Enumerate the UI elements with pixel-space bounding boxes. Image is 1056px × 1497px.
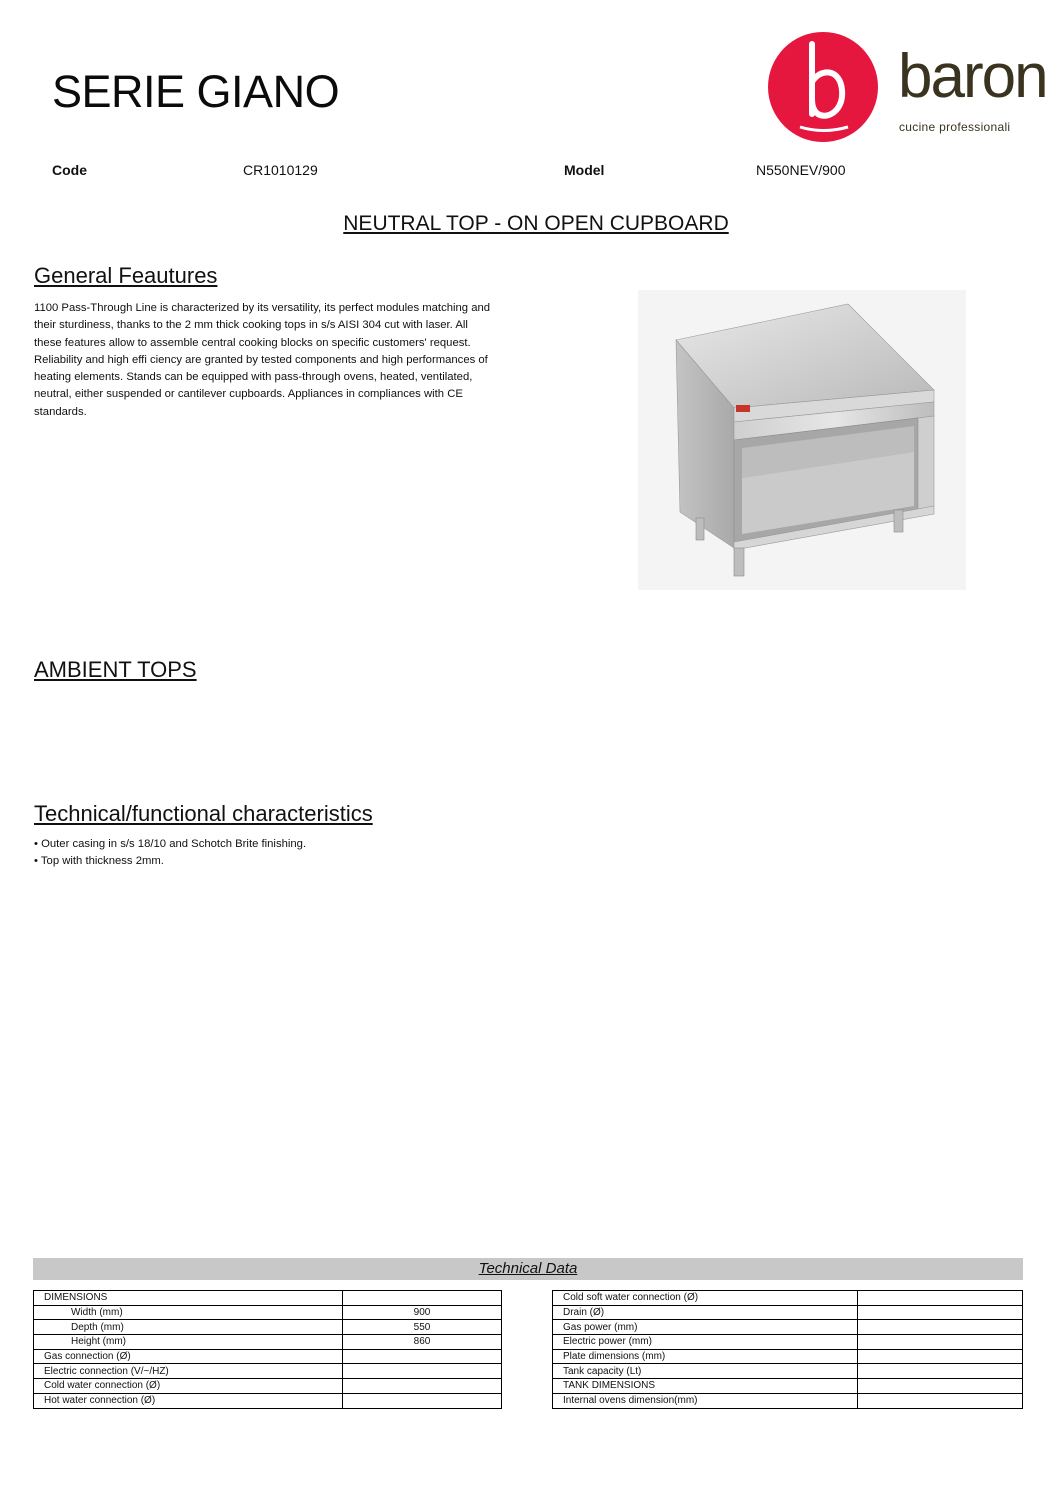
- code-value: CR1010129: [243, 162, 318, 178]
- table-row: [553, 1349, 1023, 1364]
- table-row: [553, 1379, 1023, 1394]
- spec-value: [343, 1364, 502, 1379]
- product-image: [638, 290, 966, 590]
- table-row: [34, 1291, 502, 1306]
- model-label: Model: [564, 162, 605, 178]
- spec-label: Hot water connection (Ø): [34, 1393, 343, 1408]
- description-line: 1100 Pass-Through Line is characterized by its versatility, its perfect modules matching and: [34, 302, 491, 314]
- spec-value: 900: [343, 1305, 502, 1320]
- technical-data-bar: [33, 1258, 1023, 1280]
- table-row: [34, 1364, 502, 1379]
- spec-label: Electric connection (V/~/HZ): [34, 1364, 343, 1379]
- table-row: [34, 1335, 502, 1350]
- general-features-description: [34, 300, 514, 421]
- spec-value: 550: [343, 1320, 502, 1335]
- spec-label: Depth (mm): [34, 1320, 343, 1335]
- spec-value: [858, 1291, 1023, 1306]
- spec-label: Width (mm): [34, 1305, 343, 1320]
- brand-name: baron: [898, 42, 1047, 111]
- spec-value: [858, 1364, 1023, 1379]
- spec-value: [858, 1393, 1023, 1408]
- spec-value: [858, 1305, 1023, 1320]
- general-features-heading: General Feautures: [34, 263, 218, 288]
- description-line: Reliability and high effi ciency are granted by tested components and high performances of: [34, 353, 488, 366]
- technical-features-list: [34, 836, 306, 871]
- spec-label: DIMENSIONS: [34, 1291, 343, 1306]
- spec-value: [343, 1349, 502, 1364]
- list-item: • Outer casing in s/s 18/10 and Schotch Brite finishing.: [34, 838, 307, 850]
- table-row: [34, 1379, 502, 1394]
- table-row: [34, 1349, 502, 1364]
- table-row: [553, 1305, 1023, 1320]
- table-row: [553, 1393, 1023, 1408]
- spec-label: Gas connection (Ø): [34, 1349, 343, 1364]
- spec-value: 860: [343, 1335, 502, 1350]
- spec-value: [343, 1393, 502, 1408]
- technical-heading: Technical/functional characteristics: [34, 801, 373, 826]
- table-row: [553, 1320, 1023, 1335]
- spec-label: TANK DIMENSIONS: [553, 1379, 858, 1394]
- table-row: [553, 1364, 1023, 1379]
- spec-label: Internal ovens dimension(mm): [553, 1393, 858, 1408]
- brand-logo: [768, 32, 1047, 147]
- description-line: heating elements. Stands can be equipped with pass-through ovens, heated, ventilated,: [34, 371, 473, 384]
- spec-label: Cold soft water connection (Ø): [553, 1291, 858, 1306]
- spec-label: Gas power (mm): [553, 1320, 858, 1335]
- spec-value: [858, 1379, 1023, 1394]
- spec-value: [858, 1349, 1023, 1364]
- model-value: N550NEV/900: [756, 162, 846, 178]
- spec-label: Plate dimensions (mm): [553, 1349, 858, 1364]
- technical-data-title: Technical Data: [478, 1260, 578, 1277]
- spec-value: [343, 1291, 502, 1306]
- spec-label: Tank capacity (Lt): [553, 1364, 858, 1379]
- description-line: neutral, either suspended or cantilever cupboards. Appliances in compliances with CE: [34, 388, 463, 401]
- table-row: [34, 1320, 502, 1335]
- table-row: [34, 1305, 502, 1320]
- logo-circle: [768, 32, 878, 142]
- spec-label: Height (mm): [34, 1335, 343, 1350]
- spec-value: [858, 1335, 1023, 1350]
- category-heading: AMBIENT TOPS: [34, 657, 197, 682]
- cupboard-illustration-icon: [638, 290, 966, 590]
- product-title: NEUTRAL TOP - ON OPEN CUPBOARD: [343, 212, 729, 235]
- code-label: Code: [52, 162, 87, 178]
- table-row: [34, 1393, 502, 1408]
- description-line: these features allow to assemble central cooking blocks on specific customers' request.: [34, 336, 471, 349]
- spec-table-left: [33, 1290, 502, 1409]
- brand-tagline: cucine professionali: [899, 120, 1011, 134]
- description-line: their sturdiness, thanks to the 2 mm thick cooking tops in s/s AISI 304 cut with laser. All: [34, 319, 468, 332]
- list-item: • Top with thickness 2mm.: [34, 855, 164, 868]
- spec-label: Drain (Ø): [553, 1305, 858, 1320]
- logo-b-mark-icon: [768, 32, 878, 142]
- spec-value: [858, 1320, 1023, 1335]
- table-row: [553, 1291, 1023, 1306]
- spec-table-right: [552, 1290, 1023, 1409]
- series-title: SERIE GIANO: [52, 66, 340, 117]
- spec-value: [343, 1379, 502, 1394]
- spec-label: Cold water connection (Ø): [34, 1379, 343, 1394]
- description-line: standards.: [34, 405, 87, 418]
- table-row: [553, 1335, 1023, 1350]
- spec-label: Electric power (mm): [553, 1335, 858, 1350]
